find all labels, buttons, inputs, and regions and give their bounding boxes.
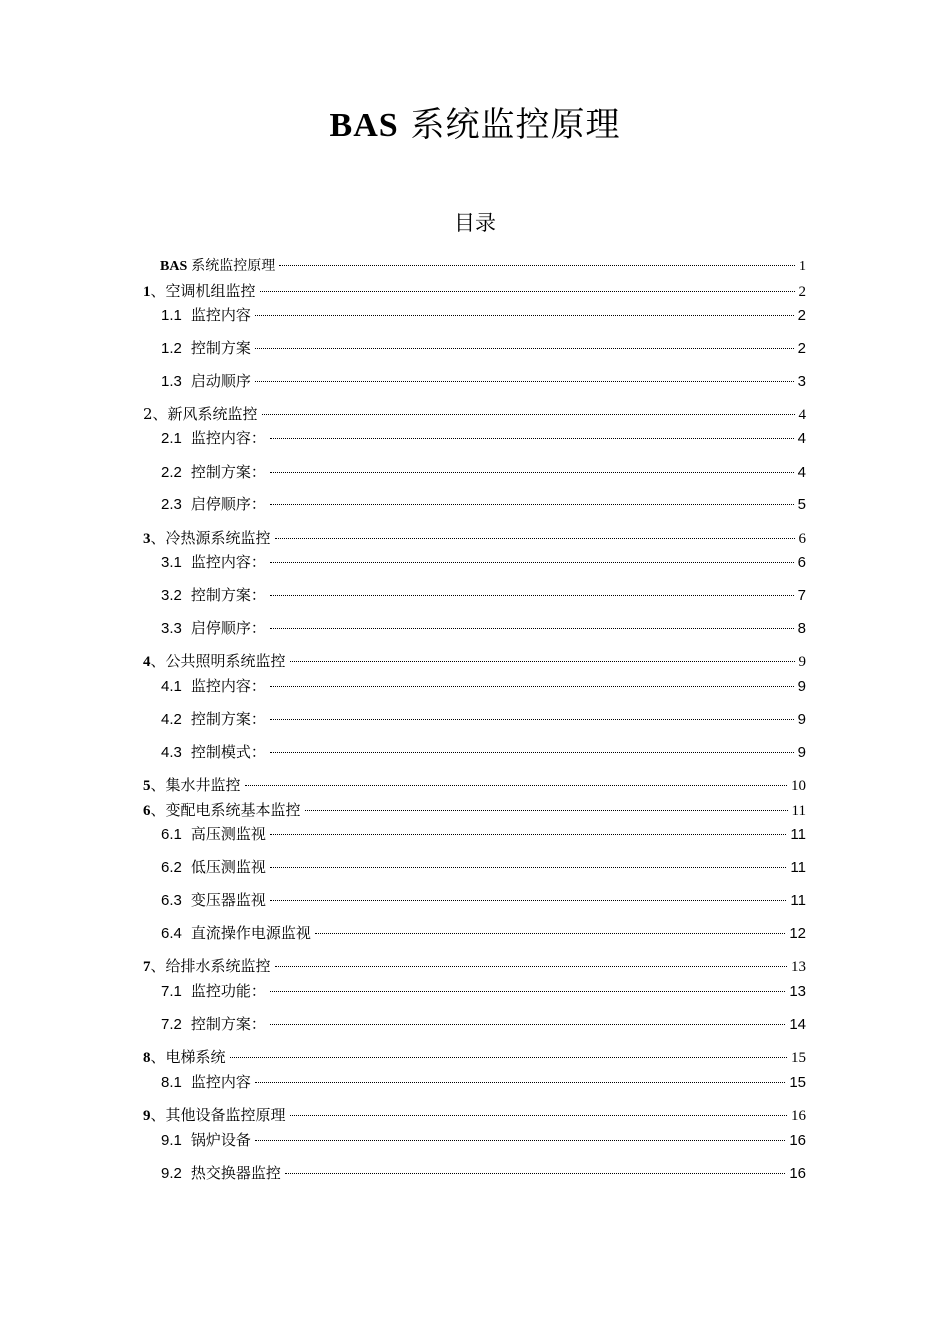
toc-entry-page: 4 <box>797 430 806 447</box>
toc-entry-page: 2 <box>797 340 806 357</box>
toc-entry-label: 锅炉设备 <box>190 1131 251 1149</box>
toc-entry-label: 变压器监视 <box>190 891 266 909</box>
toc-entry-label: 控制方案： <box>190 1015 266 1033</box>
toc-entry-label: 、电梯系统 <box>150 1048 226 1066</box>
toc-entry[interactable] <box>143 798 806 822</box>
toc-entry[interactable] <box>161 707 806 731</box>
toc-entry-label: 启停顺序： <box>190 619 266 637</box>
toc-entry-number: 9.2 <box>161 1165 182 1182</box>
toc-leader <box>270 752 794 753</box>
toc-entry-page: 11 <box>791 803 806 819</box>
toc-entry-label: 启停顺序： <box>190 495 266 513</box>
document-title-rest: 系统监控原理 <box>398 105 621 145</box>
toc-entry-page: 6 <box>798 531 806 547</box>
toc-entry[interactable] <box>161 822 806 846</box>
toc-entry-number: 1.3 <box>161 373 182 390</box>
toc-entry-number: 7.2 <box>161 1016 182 1033</box>
toc-entry[interactable] <box>161 336 806 360</box>
toc-entry-number: BAS <box>160 259 188 274</box>
toc-entry[interactable] <box>143 279 806 303</box>
toc-entry-label: 2、新风系统监控 <box>143 405 258 423</box>
toc-entry-number: 7 <box>143 959 151 975</box>
toc-entry[interactable] <box>143 773 806 797</box>
toc-leader <box>270 562 794 563</box>
toc-leader <box>245 785 787 786</box>
toc-entry[interactable] <box>161 674 806 698</box>
toc-leader <box>270 438 794 439</box>
toc-entry-label: 、冷热源系统监控 <box>150 529 271 547</box>
toc-entry[interactable] <box>143 1103 806 1127</box>
toc-entry-number: 4.1 <box>161 678 182 695</box>
toc-entry[interactable] <box>161 583 806 607</box>
toc-entry-number: 1.1 <box>161 307 182 324</box>
toc-entry-label: 、集水井监控 <box>150 776 241 794</box>
toc-entry[interactable] <box>161 616 806 640</box>
toc-leader <box>255 315 794 316</box>
toc-entry-label: 低压测监视 <box>190 858 266 876</box>
toc-entry-number: 2.1 <box>161 430 182 447</box>
toc-entry-page: 4 <box>797 464 806 481</box>
toc-entry-label: 控制方案： <box>190 710 266 728</box>
toc-entry-label: 、变配电系统基本监控 <box>150 801 301 819</box>
toc-entry[interactable] <box>161 1161 806 1185</box>
toc-leader <box>305 810 788 811</box>
toc-entry-page: 2 <box>798 284 806 300</box>
toc-leader <box>270 504 794 505</box>
toc-leader <box>270 1024 785 1025</box>
toc-entry-page: 12 <box>789 925 806 942</box>
toc-entry-number: 6.1 <box>161 826 182 843</box>
toc-entry-page: 5 <box>797 496 806 513</box>
toc-entry[interactable] <box>161 921 806 945</box>
toc-entry[interactable] <box>143 649 806 673</box>
toc-entry-page: 9 <box>797 744 806 761</box>
toc-leader <box>255 1082 785 1083</box>
toc-entry[interactable] <box>161 855 806 879</box>
toc-entry[interactable] <box>161 1070 806 1094</box>
toc-entry-label: 监控内容 <box>190 1073 251 1091</box>
toc-entry-number: 8.1 <box>161 1074 182 1091</box>
toc-entry-number: 3.3 <box>161 620 182 637</box>
toc-entry-label: 、给排水系统监控 <box>150 957 271 975</box>
toc-entry-label: 监控内容： <box>190 677 266 695</box>
toc-leader <box>230 1057 787 1058</box>
toc-entry-label: 启动顺序 <box>190 372 251 390</box>
toc-entry-label: 控制模式： <box>190 743 266 761</box>
toc-entry[interactable] <box>161 303 806 327</box>
toc-entry-label: 监控内容： <box>190 553 266 571</box>
document-title <box>0 100 950 151</box>
toc-entry-label: 、空调机组监控 <box>150 282 256 300</box>
toc-entry-label: 控制方案： <box>190 463 266 481</box>
toc-entry-page: 13 <box>791 959 806 975</box>
toc-entry-number: 1 <box>143 284 151 300</box>
toc-entry-label: 、公共照明系统监控 <box>150 652 286 670</box>
toc-entry-number: 4.3 <box>161 744 182 761</box>
toc-entry-number: 3.2 <box>161 587 182 604</box>
toc-entry-label: 系统监控原理 <box>191 258 276 274</box>
toc-entry[interactable] <box>161 460 806 484</box>
toc-entry-page: 9 <box>798 654 806 670</box>
toc-entry-label: 高压测监视 <box>190 825 266 843</box>
toc-leader <box>275 538 795 539</box>
toc-entry-page: 9 <box>797 678 806 695</box>
toc-entry-page: 15 <box>789 1074 806 1091</box>
toc-entry-label: 监控功能： <box>190 982 266 1000</box>
toc-entry-number: 3 <box>143 531 151 547</box>
toc-entry-page: 14 <box>789 1016 806 1033</box>
toc-entry-page: 7 <box>797 587 806 604</box>
toc-entry-page: 4 <box>798 407 806 423</box>
toc-leader <box>270 719 794 720</box>
toc-entry[interactable] <box>161 1128 806 1152</box>
toc-leader <box>279 265 795 266</box>
toc-entry-number: 6.3 <box>161 892 182 909</box>
toc-leader <box>270 991 785 992</box>
toc-entry-label: 监控内容： <box>190 429 266 447</box>
toc-entry[interactable] <box>160 254 806 278</box>
toc-entry[interactable] <box>143 526 806 550</box>
toc-entry-label: 控制方案 <box>190 339 251 357</box>
toc-entry-number: 4 <box>143 654 151 670</box>
toc-entry-page: 11 <box>790 859 806 876</box>
toc-entry-page: 3 <box>797 373 806 390</box>
toc-leader <box>290 1115 787 1116</box>
toc-entry-label: 控制方案： <box>190 586 266 604</box>
toc-entry-number: 3.1 <box>161 554 182 571</box>
toc-entry[interactable] <box>161 550 806 574</box>
toc-entry-number: 6.2 <box>161 859 182 876</box>
toc-entry-number: 4.2 <box>161 711 182 728</box>
toc-entry-page: 11 <box>790 826 806 843</box>
toc-entry[interactable] <box>143 954 806 978</box>
toc-leader <box>270 686 794 687</box>
toc-entry-number: 8 <box>143 1050 151 1066</box>
toc-entry[interactable] <box>143 1045 806 1069</box>
toc-entry-page: 16 <box>789 1165 806 1182</box>
toc-leader <box>270 900 787 901</box>
toc-entry[interactable] <box>161 979 806 1003</box>
toc-entry-number: 6.4 <box>161 925 182 942</box>
toc-leader <box>315 933 785 934</box>
toc-entry-label: 监控内容 <box>190 306 251 324</box>
toc-entry[interactable] <box>161 1012 806 1036</box>
toc-leader <box>270 834 787 835</box>
toc-entry-page: 11 <box>790 892 806 909</box>
toc-entry-label: 、其他设备监控原理 <box>150 1106 286 1124</box>
toc-leader <box>270 867 787 868</box>
toc-entry-page: 1 <box>799 259 806 274</box>
toc-entry-page: 6 <box>797 554 806 571</box>
toc-entry-page: 13 <box>789 983 806 1000</box>
toc-leader <box>255 381 794 382</box>
toc-leader <box>290 661 795 662</box>
toc-entry-page: 2 <box>797 307 806 324</box>
toc-entry-number: 6 <box>143 803 151 819</box>
toc-entry-page: 10 <box>791 778 806 794</box>
toc-entry-page: 9 <box>797 711 806 728</box>
toc-entry[interactable] <box>161 492 806 516</box>
toc-entry-number: 2.3 <box>161 496 182 513</box>
toc-leader <box>255 348 794 349</box>
toc-entry-number: 7.1 <box>161 983 182 1000</box>
toc-entry-page: 16 <box>789 1132 806 1149</box>
toc-leader <box>255 1140 785 1141</box>
toc-entry[interactable] <box>161 888 806 912</box>
toc-entry-label: 直流操作电源监视 <box>190 924 311 942</box>
toc-entry[interactable] <box>143 402 806 426</box>
toc-entry[interactable] <box>161 426 806 450</box>
toc-leader <box>275 966 787 967</box>
toc-leader <box>262 414 795 415</box>
toc-entry-number: 9.1 <box>161 1132 182 1149</box>
toc-entry-number: 2.2 <box>161 464 182 481</box>
toc-leader <box>270 472 794 473</box>
toc-entry-page: 16 <box>791 1108 806 1124</box>
toc-heading: 目录 <box>454 211 496 235</box>
toc-entry-label: 热交换器监控 <box>190 1164 281 1182</box>
toc-entry-number: 9 <box>143 1108 151 1124</box>
toc-entry-page: 15 <box>791 1050 806 1066</box>
toc-leader <box>285 1173 785 1174</box>
toc-entry[interactable] <box>161 740 806 764</box>
toc-entry-number: 1.2 <box>161 340 182 357</box>
toc-leader <box>270 628 794 629</box>
document-title-bold: BAS <box>329 107 399 144</box>
toc-leader <box>270 595 794 596</box>
toc-entry-page: 8 <box>797 620 806 637</box>
toc-leader <box>260 291 795 292</box>
toc-entry-number: 5 <box>143 778 151 794</box>
toc-entry[interactable] <box>161 369 806 393</box>
